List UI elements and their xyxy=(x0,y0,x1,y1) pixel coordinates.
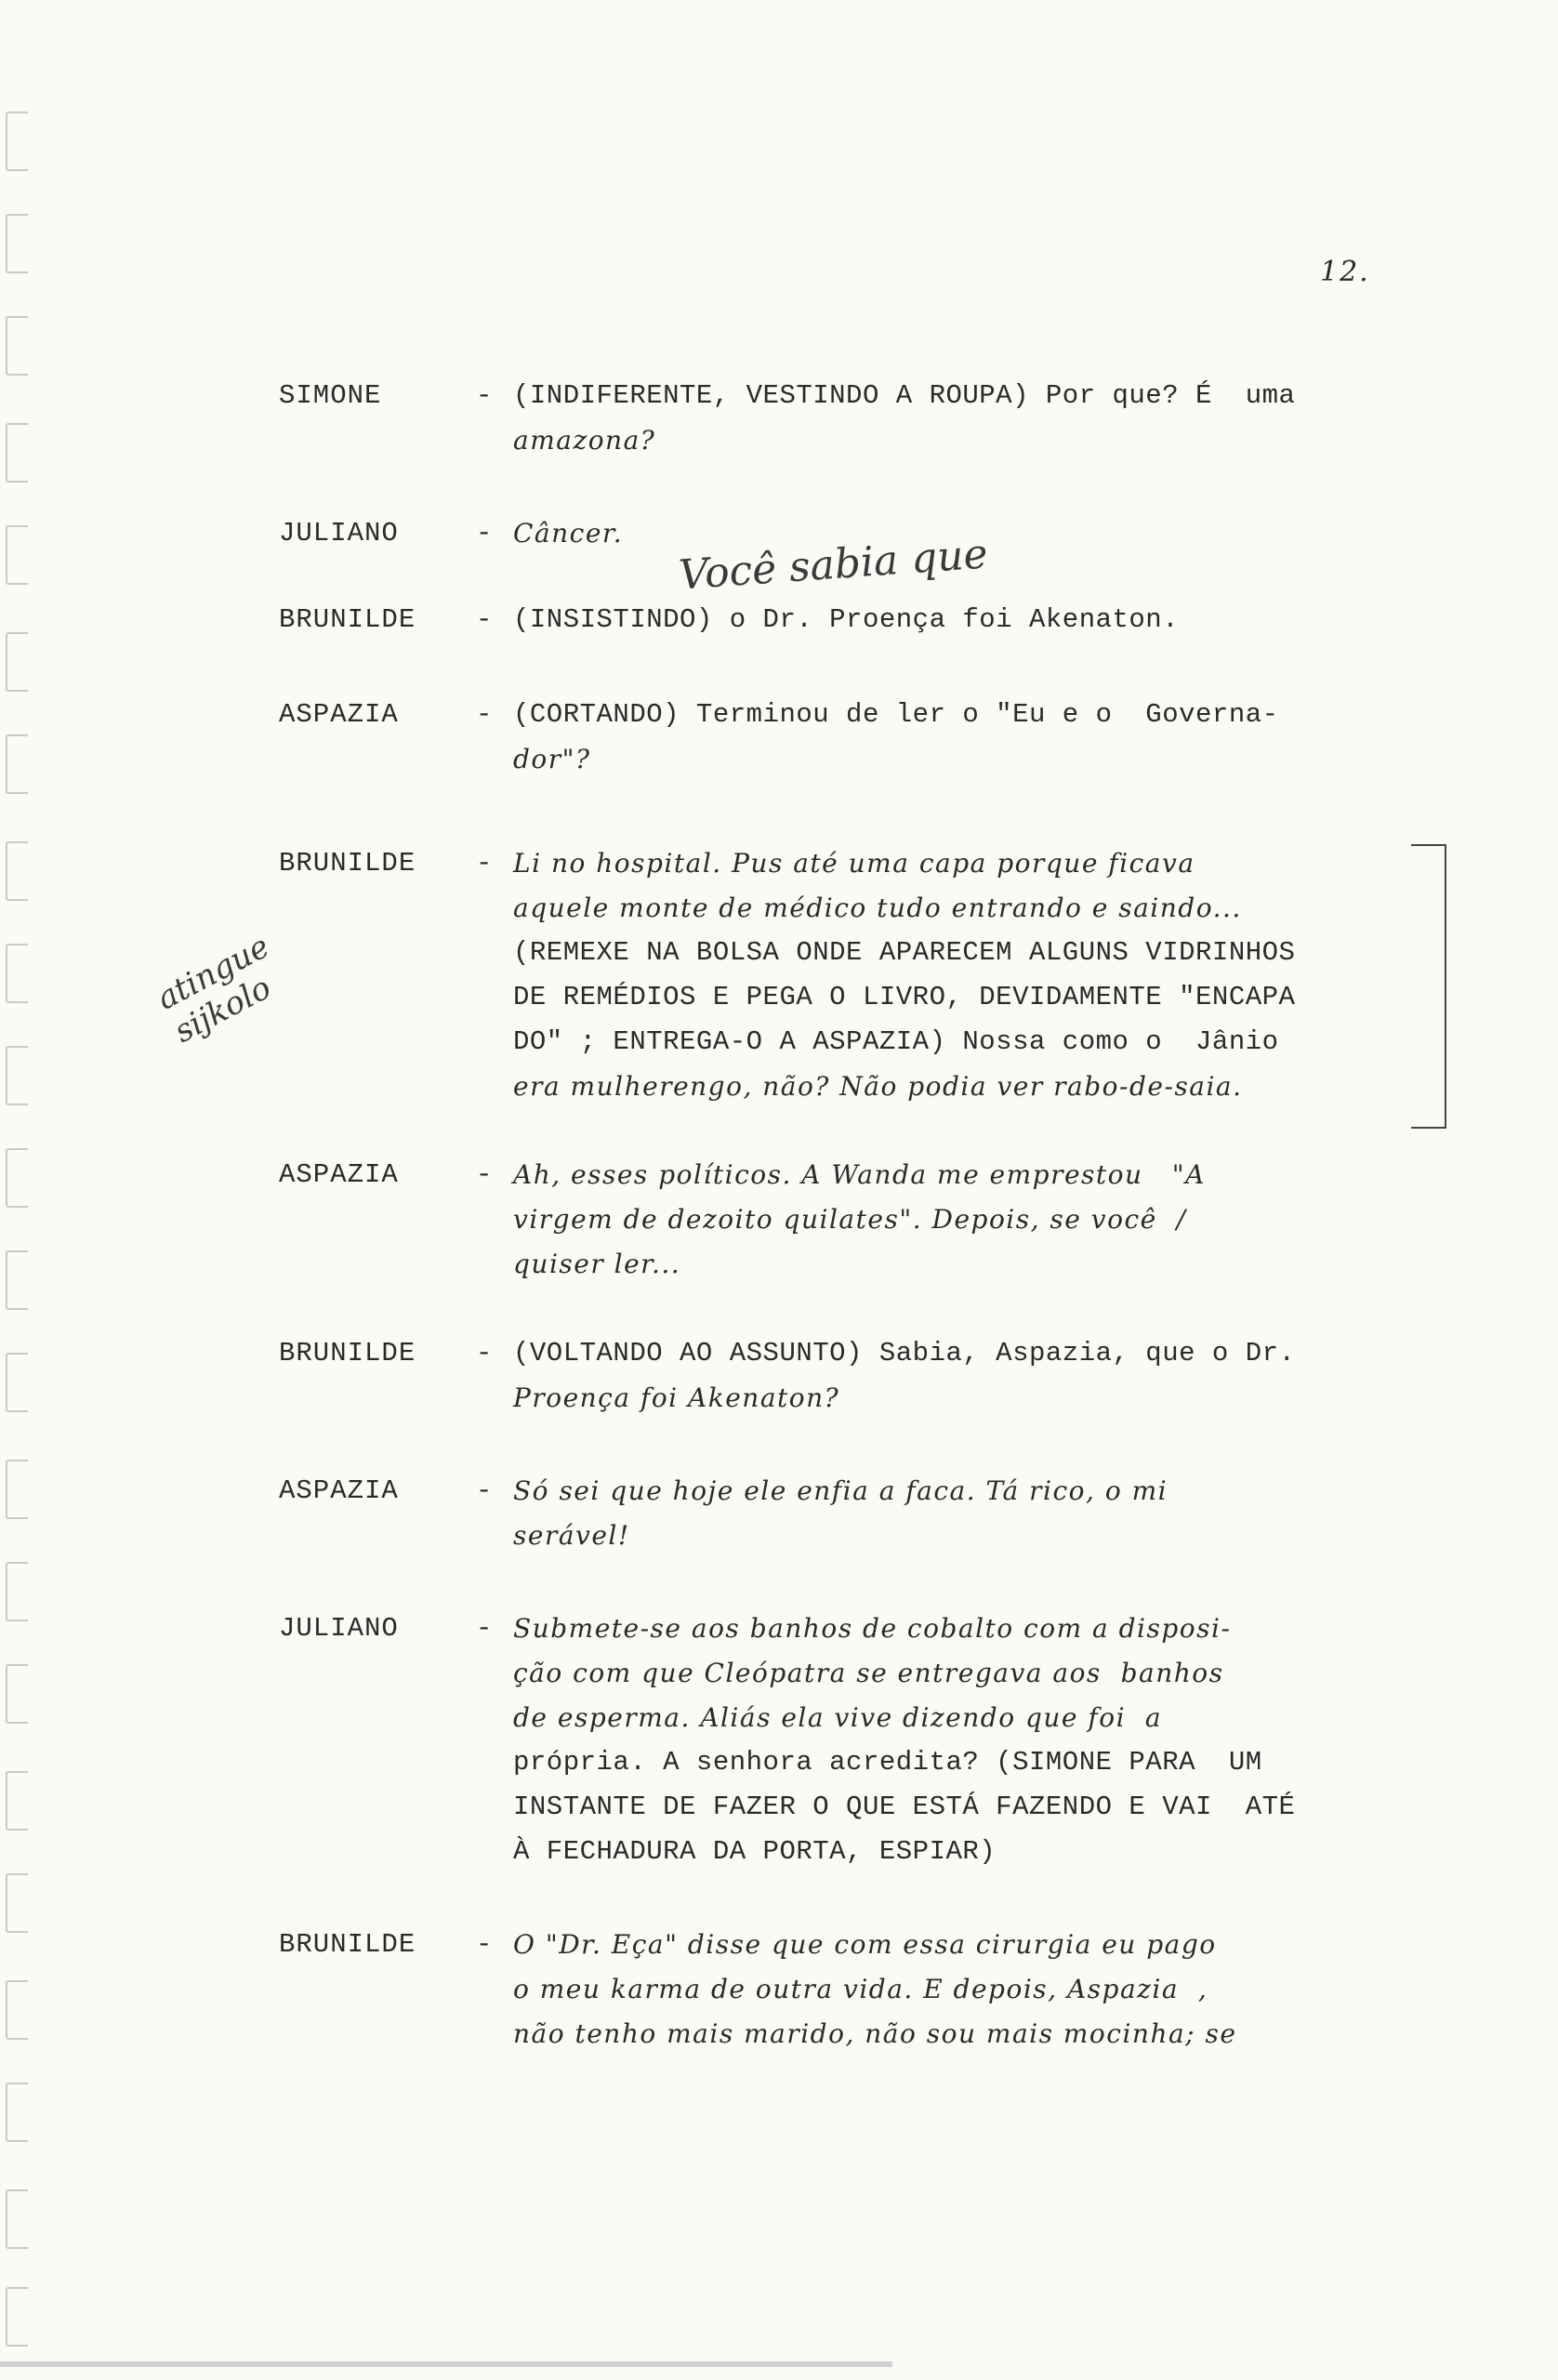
speech-line: O "Dr. Eça" disse que com essa cirurgia eu pago xyxy=(513,1929,1217,1960)
handwritten-margin-note: atingue sijkolo xyxy=(151,928,278,1051)
speech-text xyxy=(513,374,1396,463)
speech-line: era mulherengo, não? Não podia ver rabo-de-saia. xyxy=(513,1071,1243,1102)
speech-text xyxy=(513,841,1396,1109)
dash: - xyxy=(476,1929,493,1960)
speech-text xyxy=(513,1606,1396,1874)
speech-line: (INSISTINDO) o Dr. Proença foi Akenaton. xyxy=(513,604,1180,635)
dash: - xyxy=(476,1159,493,1190)
speech-line: (CORTANDO) Terminou de ler o "Eu e o Governa- xyxy=(513,699,1279,730)
speech-text xyxy=(513,598,1396,642)
speech-line: própria. A senhora acredita? (SIMONE PARA UM xyxy=(513,1747,1262,1778)
speaker-name: SIMONE xyxy=(279,380,382,411)
page-bottom-edge xyxy=(0,2361,892,2367)
handwritten-annotation: Você sabia que xyxy=(677,530,990,600)
dash: - xyxy=(476,1338,493,1368)
speech-line: não tenho mais marido, não sou mais mocinha; se xyxy=(513,2018,1237,2049)
speaker-name: BRUNILDE xyxy=(279,1929,416,1960)
dash: - xyxy=(476,699,493,730)
speaker-name: JULIANO xyxy=(279,518,399,549)
speech-line: quiser ler... xyxy=(513,1249,681,1279)
speech-line: o meu karma de outra vida. E depois, Aspazia , xyxy=(513,1974,1208,2004)
speech-line: Li no hospital. Pus até uma capa porque ficava xyxy=(513,848,1195,879)
margin-bracket xyxy=(1411,844,1446,1129)
speech-line: DE REMÉDIOS E PEGA O LIVRO, DEVIDAMENTE "ENCAPA xyxy=(513,982,1296,1012)
speaker-name: BRUNILDE xyxy=(279,1338,416,1368)
speech-line: ção com que Cleópatra se entregava aos banhos xyxy=(513,1658,1224,1688)
speech-text xyxy=(513,1923,1396,2056)
speech-line: (VOLTANDO AO ASSUNTO) Sabia, Aspazia, que o Dr. xyxy=(513,1338,1296,1368)
dash: - xyxy=(476,1613,493,1644)
speech-line: INSTANTE DE FAZER O QUE ESTÁ FAZENDO E VAI ATÉ xyxy=(513,1792,1296,1822)
speech-line: serável! xyxy=(513,1520,630,1551)
speech-line: Ah, esses políticos. A Wanda me emprestou "A xyxy=(513,1159,1206,1190)
speaker-name: ASPAZIA xyxy=(279,699,399,730)
speaker-name: BRUNILDE xyxy=(279,604,416,635)
speech-text xyxy=(513,1153,1396,1287)
speech-line: aquele monte de médico tudo entrando e saindo... xyxy=(513,892,1242,923)
speaker-name: ASPAZIA xyxy=(279,1159,399,1190)
speech-line: de esperma. Aliás ela vive dizendo que foi a xyxy=(513,1702,1163,1733)
speaker-name: BRUNILDE xyxy=(279,848,416,879)
dash: - xyxy=(476,848,493,879)
speech-line: À FECHADURA DA PORTA, ESPIAR) xyxy=(513,1836,997,1867)
speech-line: dor"? xyxy=(513,744,591,774)
binder-holes xyxy=(0,0,84,2380)
speech-text xyxy=(513,1469,1396,1558)
speech-line: Proença foi Akenaton? xyxy=(513,1382,840,1413)
speaker-name: JULIANO xyxy=(279,1613,399,1644)
speech-line: virgem de dezoito quilates". Depois, se você / xyxy=(513,1204,1187,1235)
dash: - xyxy=(476,518,493,549)
speech-line: Submete-se aos banhos de cobalto com a disposi- xyxy=(513,1613,1232,1644)
speech-line: (INDIFERENTE, VESTINDO A ROUPA) Por que? É uma xyxy=(513,380,1296,411)
dash: - xyxy=(476,380,493,411)
speech-text xyxy=(513,1331,1396,1421)
speaker-name: ASPAZIA xyxy=(279,1475,399,1506)
page-number: 12. xyxy=(1320,256,1370,288)
speech-line: Só sei que hoje ele enfia a faca. Tá rico, o mi xyxy=(513,1475,1168,1506)
dash: - xyxy=(476,604,493,635)
dash: - xyxy=(476,1475,493,1506)
speech-text xyxy=(513,693,1396,782)
speech-line: Câncer. xyxy=(513,518,624,549)
speech-line: amazona? xyxy=(513,425,656,456)
speech-line: (REMEXE NA BOLSA ONDE APARECEM ALGUNS VIDRINHOS xyxy=(513,937,1296,968)
speech-line: DO" ; ENTREGA-O A ASPAZIA) Nossa como o Jânio xyxy=(513,1026,1279,1057)
